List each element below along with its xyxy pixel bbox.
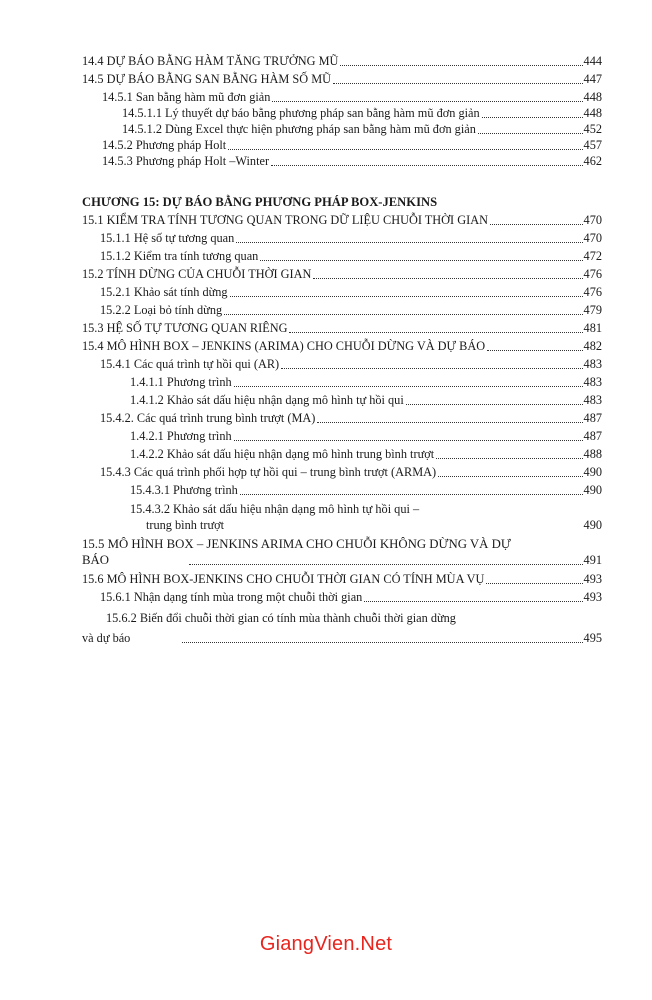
toc-entry[interactable] xyxy=(82,212,602,228)
leader-dots xyxy=(234,439,583,441)
toc-entry-page: 491 xyxy=(583,553,602,567)
toc-entry-title: 15.2.2 Loại bỏ tính dừng xyxy=(100,303,223,317)
leader-dots xyxy=(490,223,583,225)
toc-entry[interactable] xyxy=(82,121,602,137)
toc-entry[interactable] xyxy=(82,53,602,69)
toc-entry-wrapped[interactable] xyxy=(82,536,602,568)
toc-entry[interactable] xyxy=(82,137,602,153)
toc-entry-page: 483 xyxy=(583,393,602,407)
toc-entry-title: 14.5 DỰ BÁO BẰNG SAN BẰNG HÀM SỐ MŨ xyxy=(82,72,332,86)
leader-dots xyxy=(230,295,583,297)
leader-dots xyxy=(271,164,582,166)
leader-dots xyxy=(406,403,583,405)
toc-entry-title-cont: trung bình trượt xyxy=(146,518,225,532)
toc-entry-page: 462 xyxy=(583,154,602,168)
leader-dots xyxy=(436,457,582,459)
leader-dots xyxy=(224,313,582,315)
toc-entry-title: 1.4.2.1 Phương trình xyxy=(130,429,232,443)
toc-entry-page: 487 xyxy=(583,411,602,425)
toc-entry-page: 476 xyxy=(583,267,602,281)
toc-entry-page: 490 xyxy=(583,483,602,497)
toc-entry-title: 15.4.3.1 Phương trình xyxy=(130,483,238,497)
toc-entry-page: 479 xyxy=(583,303,602,317)
leader-dots xyxy=(364,600,582,602)
toc-entry-title: 1.4.1.1 Phương trình xyxy=(130,375,232,389)
toc-entry-title: 15.2 TÍNH DỪNG CỦA CHUỖI THỜI GIAN xyxy=(82,267,312,281)
toc-entry-title: 15.5 MÔ HÌNH BOX – JENKINS ARIMA CHO CHUỖI KHÔNG DỪNG VÀ DỰ xyxy=(82,537,511,551)
toc-entry[interactable] xyxy=(82,320,602,336)
toc-entry[interactable] xyxy=(82,248,602,264)
toc-entry-title: 1.4.1.2 Khảo sát dấu hiệu nhận dạng mô hình tự hồi qui xyxy=(130,393,404,407)
toc-entry-page: 487 xyxy=(583,429,602,443)
toc-entry-page: 444 xyxy=(583,54,602,68)
toc-entry[interactable] xyxy=(82,374,602,390)
toc-entry[interactable] xyxy=(82,230,602,246)
toc-entry-wrapped[interactable] xyxy=(82,610,602,646)
toc-entry-page: 448 xyxy=(583,90,602,104)
toc-entry-page: 482 xyxy=(583,339,602,353)
leader-dots xyxy=(234,385,583,387)
leader-dots xyxy=(313,277,582,279)
leader-dots xyxy=(478,132,583,134)
toc-entry[interactable] xyxy=(82,153,602,169)
toc-entry-page: 470 xyxy=(583,213,602,227)
toc-section-14 xyxy=(82,53,602,169)
toc-section-15 xyxy=(82,212,602,498)
leader-dots xyxy=(438,475,582,477)
leader-dots xyxy=(340,64,582,66)
toc-entry-title: 14.4 DỰ BÁO BẰNG HÀM TĂNG TRƯỞNG MŨ xyxy=(82,54,339,68)
toc-entry-title: 15.1.1 Hệ số tự tương quan xyxy=(100,231,235,245)
table-of-contents xyxy=(82,53,602,646)
toc-section-15-6 xyxy=(82,571,602,605)
toc-entry-title-cont: và dự báo xyxy=(82,631,131,645)
toc-entry-title: 15.4.2. Các quá trình trung bình trượt (MA) xyxy=(100,411,316,425)
leader-dots xyxy=(272,100,582,102)
toc-entry[interactable] xyxy=(82,284,602,300)
toc-entry[interactable] xyxy=(82,302,602,318)
toc-entry-page: 483 xyxy=(583,357,602,371)
toc-entry-page: 481 xyxy=(583,321,602,335)
toc-entry-title: 15.6 MÔ HÌNH BOX-JENKINS CHO CHUỖI THỜI GIAN CÓ TÍNH MÙA VỤ xyxy=(82,572,485,586)
toc-entry-page: 472 xyxy=(583,249,602,263)
toc-entry-page: 488 xyxy=(583,447,602,461)
toc-entry[interactable] xyxy=(82,482,602,498)
leader-dots xyxy=(236,241,582,243)
leader-dots xyxy=(482,116,583,118)
toc-entry[interactable] xyxy=(82,266,602,282)
toc-entry-title: 15.3 HỆ SỐ TỰ TƯƠNG QUAN RIÊNG xyxy=(82,321,288,335)
toc-entry-title: 15.2.1 Khảo sát tính dừng xyxy=(100,285,228,299)
toc-entry-page: 447 xyxy=(583,72,602,86)
leader-dots xyxy=(289,331,582,333)
toc-entry[interactable] xyxy=(82,464,602,480)
toc-entry[interactable] xyxy=(82,105,602,121)
toc-entry-title: 15.1.2 Kiểm tra tính tương quan xyxy=(100,249,259,263)
toc-entry-title: 14.5.1.2 Dùng Excel thực hiện phương pháp san bằng hàm mũ đơn giản xyxy=(122,122,476,136)
toc-entry-page: 493 xyxy=(583,590,602,604)
watermark: GiangVien.Net xyxy=(259,933,393,955)
toc-entry[interactable] xyxy=(82,338,602,354)
toc-entry[interactable] xyxy=(82,71,602,87)
toc-entry-page: 495 xyxy=(583,631,602,645)
leader-dots xyxy=(260,259,582,261)
leader-dots xyxy=(226,528,582,530)
toc-entry-title: 15.4.3 Các quá trình phối hợp tự hồi qui – trung bình trượt (ARMA) xyxy=(100,465,437,479)
toc-entry-title: 1.4.2.2 Khảo sát dấu hiệu nhận dạng mô hình trung bình trượt xyxy=(130,447,435,461)
toc-entry-page: 470 xyxy=(583,231,602,245)
leader-dots xyxy=(228,148,582,150)
toc-entry-title: 14.5.2 Phương pháp Holt xyxy=(102,138,227,152)
toc-entry-title: 15.4 MÔ HÌNH BOX – JENKINS (ARIMA) CHO CHUỖI DỪNG VÀ DỰ BÁO xyxy=(82,339,486,353)
toc-entry[interactable] xyxy=(82,446,602,462)
toc-entry-page: 448 xyxy=(583,106,602,120)
toc-entry-title-cont: BÁO xyxy=(82,553,110,567)
toc-entry[interactable] xyxy=(82,356,602,372)
leader-dots xyxy=(281,367,582,369)
toc-entry[interactable] xyxy=(82,392,602,408)
leader-dots xyxy=(182,641,582,643)
toc-entry-page: 476 xyxy=(583,285,602,299)
toc-entry[interactable] xyxy=(82,571,602,587)
chapter-title: CHƯƠNG 15: DỰ BÁO BẰNG PHƯƠNG PHÁP BOX-JENKINS xyxy=(82,195,438,209)
toc-entry-page: 483 xyxy=(583,375,602,389)
leader-dots xyxy=(189,563,583,565)
toc-entry-page: 452 xyxy=(583,122,602,136)
toc-entry-title: 15.4.3.2 Khảo sát dấu hiệu nhận dạng mô hình tự hồi qui – xyxy=(130,502,420,516)
toc-entry[interactable] xyxy=(82,410,602,426)
toc-entry-title: 15.1 KIỂM TRA TÍNH TƯƠNG QUAN TRONG DỮ LIỆU CHUỖI THỜI GIAN xyxy=(82,213,488,227)
toc-entry-title: 15.4.1 Các quá trình tự hồi qui (AR) xyxy=(100,357,280,371)
toc-entry[interactable] xyxy=(82,428,602,444)
toc-entry-title: 14.5.3 Phương pháp Holt –Winter xyxy=(102,154,270,168)
toc-entry-title: 15.6.2 Biến đổi chuỗi thời gian có tính mùa thành chuỗi thời gian dừng xyxy=(106,611,456,625)
toc-entry-title: 15.6.1 Nhận dạng tính mùa trong một chuỗi thời gian xyxy=(100,590,363,604)
leader-dots xyxy=(487,349,582,351)
toc-entry-title: 14.5.1.1 Lý thuyết dự báo bằng phương pháp san bằng hàm mũ đơn giản xyxy=(122,106,480,120)
toc-entry-title: 14.5.1 San bằng hàm mũ đơn giản xyxy=(102,90,271,104)
toc-entry-page: 490 xyxy=(583,518,602,532)
toc-entry-page: 457 xyxy=(583,138,602,152)
toc-entry-page: 490 xyxy=(583,465,602,479)
leader-dots xyxy=(317,421,582,423)
leader-dots xyxy=(240,493,583,495)
leader-dots xyxy=(486,582,582,584)
toc-entry-page: 493 xyxy=(583,572,602,586)
toc-entry-wrapped[interactable] xyxy=(82,501,602,533)
toc-entry[interactable] xyxy=(82,589,602,605)
leader-dots xyxy=(333,82,583,84)
toc-entry[interactable] xyxy=(82,89,602,105)
